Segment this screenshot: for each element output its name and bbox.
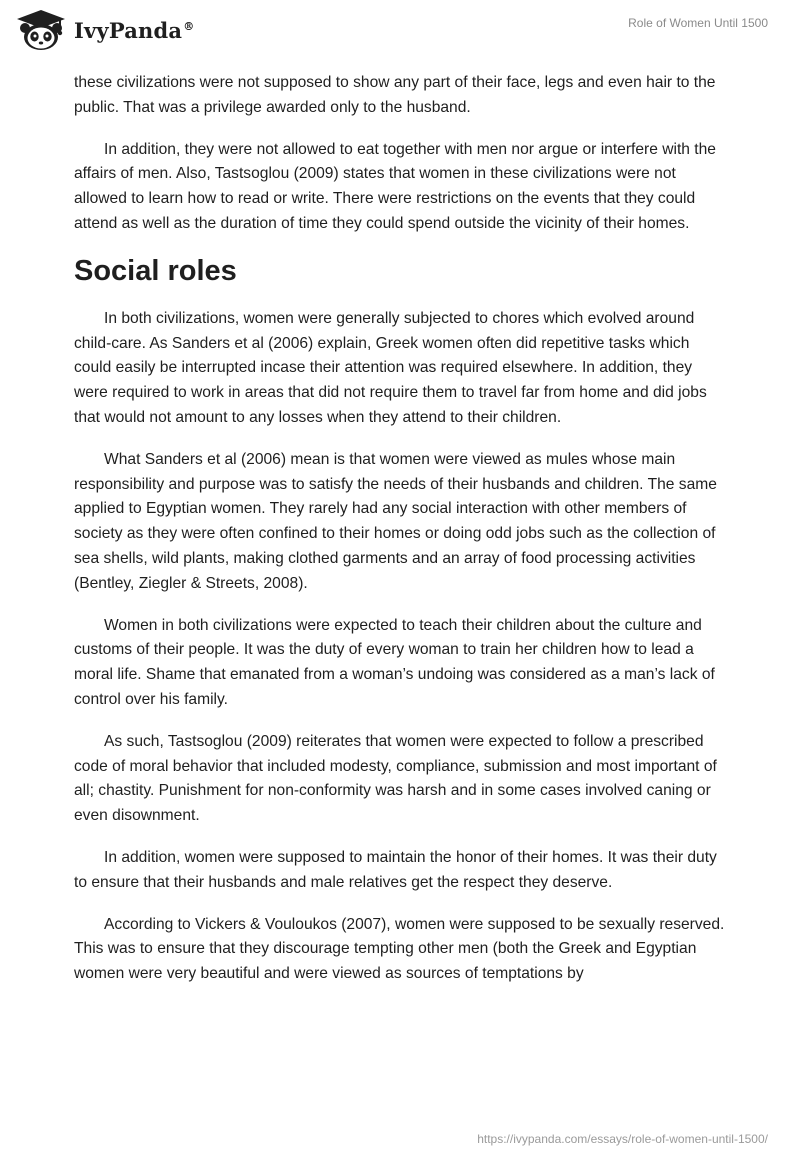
paragraph: In addition, they were not allowed to eat together with men nor argue or interfere with the affairs of men. Also, Tastsoglou (2009) states that women in these civilizations were not allowed to learn how to read or write. There were restrictions on the events that they could attend as well as the duration of time they could spend outside the vicinity of their homes. xyxy=(74,140,716,232)
paragraph: these civilizations were not supposed to show any part of their face, legs and even hair to the public. That was a privilege awarded only to the husband. xyxy=(74,74,716,116)
registered-mark: ® xyxy=(183,19,195,33)
document-title: Role of Women Until 1500 xyxy=(628,16,768,30)
logo[interactable] xyxy=(14,8,194,52)
paragraph: What Sanders et al (2006) mean is that women were viewed as mules whose main responsibility and purpose was to satisfy the needs of their husbands and children. The same applied to Egyptian women. They rarely had any social interaction with other members of society as they were often confined to their homes or doing odd jobs such as the collection of sea shells, wild plants, making clothed garments and an array of food processing activities (Bentley, Ziegler & Streets, 2008). xyxy=(74,450,717,592)
paragraph: As such, Tastsoglou (2009) reiterates that women were expected to follow a prescribed code of moral behavior that included modesty, compliance, submission and most important of all; chastity. Punishment for non-conformity was harsh and in some cases involved caning or even disownment. xyxy=(74,732,717,825)
paragraph: In both civilizations, women were generally subjected to chores which evolved around child-care. As Sanders et al (2006) explain, Greek women often did repetitive tasks which could easily be interrupted incase their attention was required elsewhere. In addition, they were required to work in areas that did not require them to travel far from home and did jobs that would not amount to any losses when they attend to their children. xyxy=(74,309,707,426)
source-url-link[interactable]: https://ivypanda.com/essays/role-of-women-until-1500/ xyxy=(477,1132,768,1146)
logo-text: IvyPanda® xyxy=(74,17,195,43)
paragraph: Women in both civilizations were expected to teach their children about the culture and customs of their people. It was the duty of every woman to train her children how to lead a moral life. Shame that emanated from a woman’s undoing was considered as a man’s lack of control over his family. xyxy=(74,616,715,708)
essay-content xyxy=(74,71,729,1004)
paragraph: According to Vickers & Vouloukos (2007), women were supposed to be sexually reserved. This was to ensure that they discourage tempting other men (both the Greek and Egyptian women were very beautiful and were viewed as sources of temptations by xyxy=(74,915,725,983)
panda-logo-icon xyxy=(14,8,68,52)
paragraph: In addition, women were supposed to maintain the honor of their homes. It was their duty to ensure that their husbands and male relatives get the respect they deserve. xyxy=(74,848,717,891)
section-heading: Social roles xyxy=(74,254,237,287)
page-header xyxy=(0,0,800,70)
